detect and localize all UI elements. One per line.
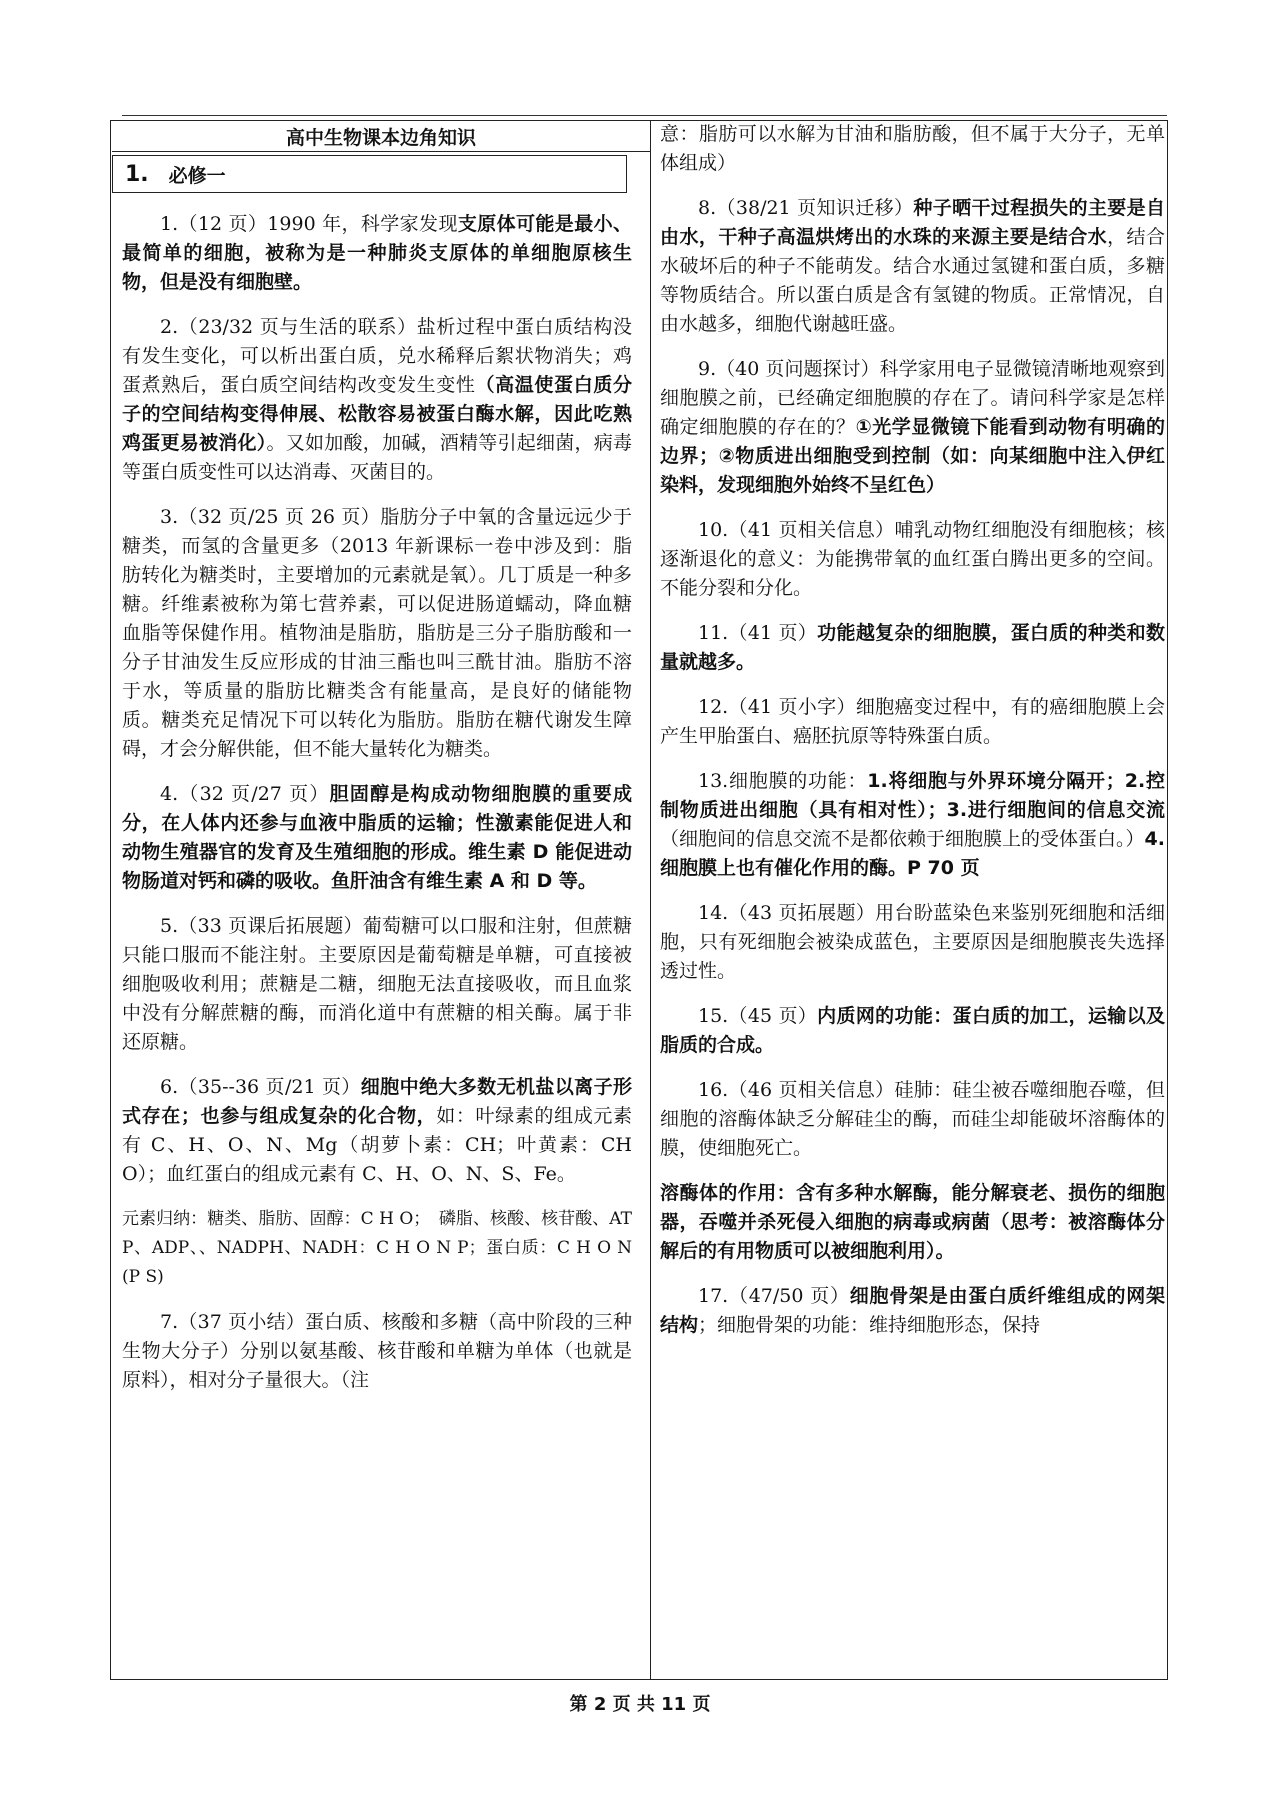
item-11: [660, 619, 1165, 677]
item-6-text-end: 如：叶绿素的组成元素有 C、H、O、N、Mg（胡萝卜素：CH；叶黄素：CHO）；血红蛋白的组成元素有 C、H、O、N、S、Fe。: [122, 1105, 632, 1185]
item-9: [660, 355, 1165, 500]
section-number: 1.: [125, 161, 149, 187]
item-11-text: 11.（41 页）: [698, 622, 818, 644]
item-6: [122, 1073, 632, 1189]
lysosome-note: 溶酶体的作用：含有多种水解酶，能分解衰老、损伤的细胞器，吞噬并杀死侵入细胞的病毒或病菌（思考：被溶酶体分解后的有用物质可以被细胞利用）。: [660, 1182, 1165, 1262]
item-15-bold: 内质网的功能：蛋白质的加工，运输以及脂质的合成。: [660, 1005, 1165, 1056]
item-16: 16.（46 页相关信息）硅肺：硅尘被吞噬细胞吞噬，但细胞的溶酶体缺乏分解硅尘的酶，而硅尘却能破坏溶酶体的膜，使细胞死亡。: [660, 1079, 1165, 1159]
item-7: 7.（37 页小结）蛋白质、核酸和多糖（高中阶段的三种生物大分子）分别以氨基酸、核苷酸和单糖为单体（也就是原料），相对分子量很大。（注: [122, 1311, 632, 1391]
item-4-bold: 胆固醇是构成动物细胞膜的重要成分，在人体内还参与血液中脂质的运输；性激素能促进人和动物生殖器官的发育及生殖细胞的形成。维生素 D 能促进动物肠道对钙和磷的吸收。鱼肝油含有维生素 A 和 D 等。: [122, 783, 632, 892]
item-1-bold: 支原体可能是最小、最简单的细胞，被称为是一种肺炎支原体的单细胞原核生物，但是没有细胞壁。: [122, 213, 632, 293]
item-5: 5.（33 页课后拓展题）葡萄糖可以口服和注射，但蔗糖只能口服而不能注射。主要原因是葡萄糖是单糖，可直接被细胞吸收利用；蔗糖是二糖，细胞无法直接吸收，而且血浆中没有分解蔗糖的酶，而消化道中有蔗糖的相关酶。属于非还原糖。: [122, 915, 632, 1053]
item-8-bold: 种子晒干过程损失的主要是自由水，干种子高温烘烤出的水珠的来源主要是结合水: [660, 197, 1165, 248]
item-17-text-end: ；细胞骨架的功能：维持细胞形态，保持: [698, 1314, 1041, 1336]
item-2: [122, 313, 632, 487]
page-footer: 第 2 页 共 11 页: [569, 1694, 711, 1715]
section-name: 必修一: [168, 164, 226, 187]
item-10: 10.（41 页相关信息）哺乳动物红细胞没有细胞核；核逐渐退化的意义：为能携带氧的血红蛋白腾出更多的空间。不能分裂和分化。: [660, 519, 1165, 599]
item-4-text: 4.（32 页/27 页）: [160, 783, 330, 805]
item-8-text: 8.（38/21 页知识迁移）: [698, 197, 914, 219]
item-17-bold: 细胞骨架是由蛋白质纤维组成的网架结构: [660, 1285, 1165, 1336]
item-2-text-end: 。又如加酸，加碱，酒精等引起细菌，病毒等蛋白质变性可以达消毒、灭菌目的。: [122, 432, 632, 483]
item-6-bold: 细胞中绝大多数无机盐以离子形式存在；也参与组成复杂的化合物，: [122, 1076, 632, 1127]
item-2-text: 2.（23/32 页与生活的联系）盐析过程中蛋白质结构没有发生变化，可以析出蛋白质，兑水稀释后絮状物消失；鸡蛋煮熟后，蛋白质空间结构改变发生变性: [122, 316, 632, 396]
right-column: [660, 120, 1165, 1356]
item-4: [122, 780, 632, 896]
item-13-text: 13.细胞膜的功能：: [698, 770, 868, 792]
element-summary: 元素归纳：糖类、脂肪、固醇：C H O； 磷脂、核酸、核苷酸、ATP、ADP、、NADPH、NADH：C H O N P；蛋白质：C H O N(P S): [122, 1209, 632, 1287]
item-2-bold: （高温使蛋白质分子的空间结构变得伸展、松散容易被蛋白酶水解，因此吃熟鸡蛋更易被消化）: [122, 374, 632, 454]
item-15: [660, 1002, 1165, 1060]
item-9-bold: ①光学显微镜下能看到动物有明确的边界；②物质进出细胞受到控制（如：向某细胞中注入伊红染料，发现细胞外始终不呈红色）: [660, 416, 1165, 496]
item-1: [122, 210, 632, 297]
item-6-text: 6.（35--36 页/21 页）: [160, 1076, 361, 1098]
top-rule: [122, 115, 1167, 116]
item-15-text: 15.（45 页）: [698, 1005, 818, 1027]
item-14: 14.（43 页拓展题）用台盼蓝染色来鉴别死细胞和活细胞，只有死细胞会被染成蓝色，主要原因是细胞膜丧失选择透过性。: [660, 902, 1165, 982]
item-17-text: 17.（47/50 页）: [698, 1285, 850, 1307]
item-9-text: 9.（40 页问题探讨）科学家用电子显微镜清晰地观察到细胞膜之前，已经确定细胞膜的存在了。请问科学家是怎样确定细胞膜的存在的？: [660, 358, 1165, 438]
item-13-bold-end: 4.细胞膜上也有催化作用的酶。P 70 页: [660, 828, 1165, 879]
item-8: [660, 194, 1165, 339]
title-box: [112, 121, 650, 152]
item-13-bold: 1.将细胞与外界环境分隔开；2.控制物质进出细胞（具有相对性）；3.进行细胞间的信息交流: [660, 770, 1165, 821]
item-11-bold: 功能越复杂的细胞膜，蛋白质的种类和数量就越多。: [660, 622, 1165, 673]
item-13: [660, 767, 1165, 883]
left-column: [122, 210, 632, 1411]
item-12: 12.（41 页小字）细胞癌变过程中，有的癌细胞膜上会产生甲胎蛋白、癌胚抗原等特殊蛋白质。: [660, 696, 1165, 747]
document-title: 高中生物课本边角知识: [285, 126, 476, 149]
item-17: [660, 1282, 1165, 1340]
item-8-text-end: ，结合水破坏后的种子不能萌发。结合水通过氢键和蛋白质，多糖等物质结合。所以蛋白质是含有氢键的物质。正常情况，自由水越多，细胞代谢越旺盛。: [660, 226, 1165, 335]
item-1-text: 1.（12 页）1990 年，科学家发现: [160, 213, 458, 235]
item-3: 3.（32 页/25 页 26 页）脂肪分子中氧的含量远远少于糖类，而氢的含量更多（2013 年新课标一卷中涉及到：脂肪转化为糖类时，主要增加的元素就是氧）。几丁质是一种多糖。纤维素被称为第七营养素，可以促进肠道蠕动，降血糖血脂等保健作用。植物油是脂肪，脂肪是三分子脂肪酸和一分子甘油发生反应形成的甘油三酯也叫三酰甘油。脂肪不溶于水，等质量的脂肪比糖类含有能量高，是良好的储能物质。糖类充足情况下可以转化为脂肪。脂肪在糖代谢发生障碍，才会分解供能，但不能大量转化为糖类。: [122, 506, 632, 760]
section-heading: [112, 155, 627, 193]
item-13-text-mid: （细胞间的信息交流不是都依赖于细胞膜上的受体蛋白。）: [660, 828, 1145, 850]
item-7-continued: 意：脂肪可以水解为甘油和脂肪酸，但不属于大分子，无单体组成）: [660, 123, 1165, 174]
column-divider: [650, 120, 651, 1680]
